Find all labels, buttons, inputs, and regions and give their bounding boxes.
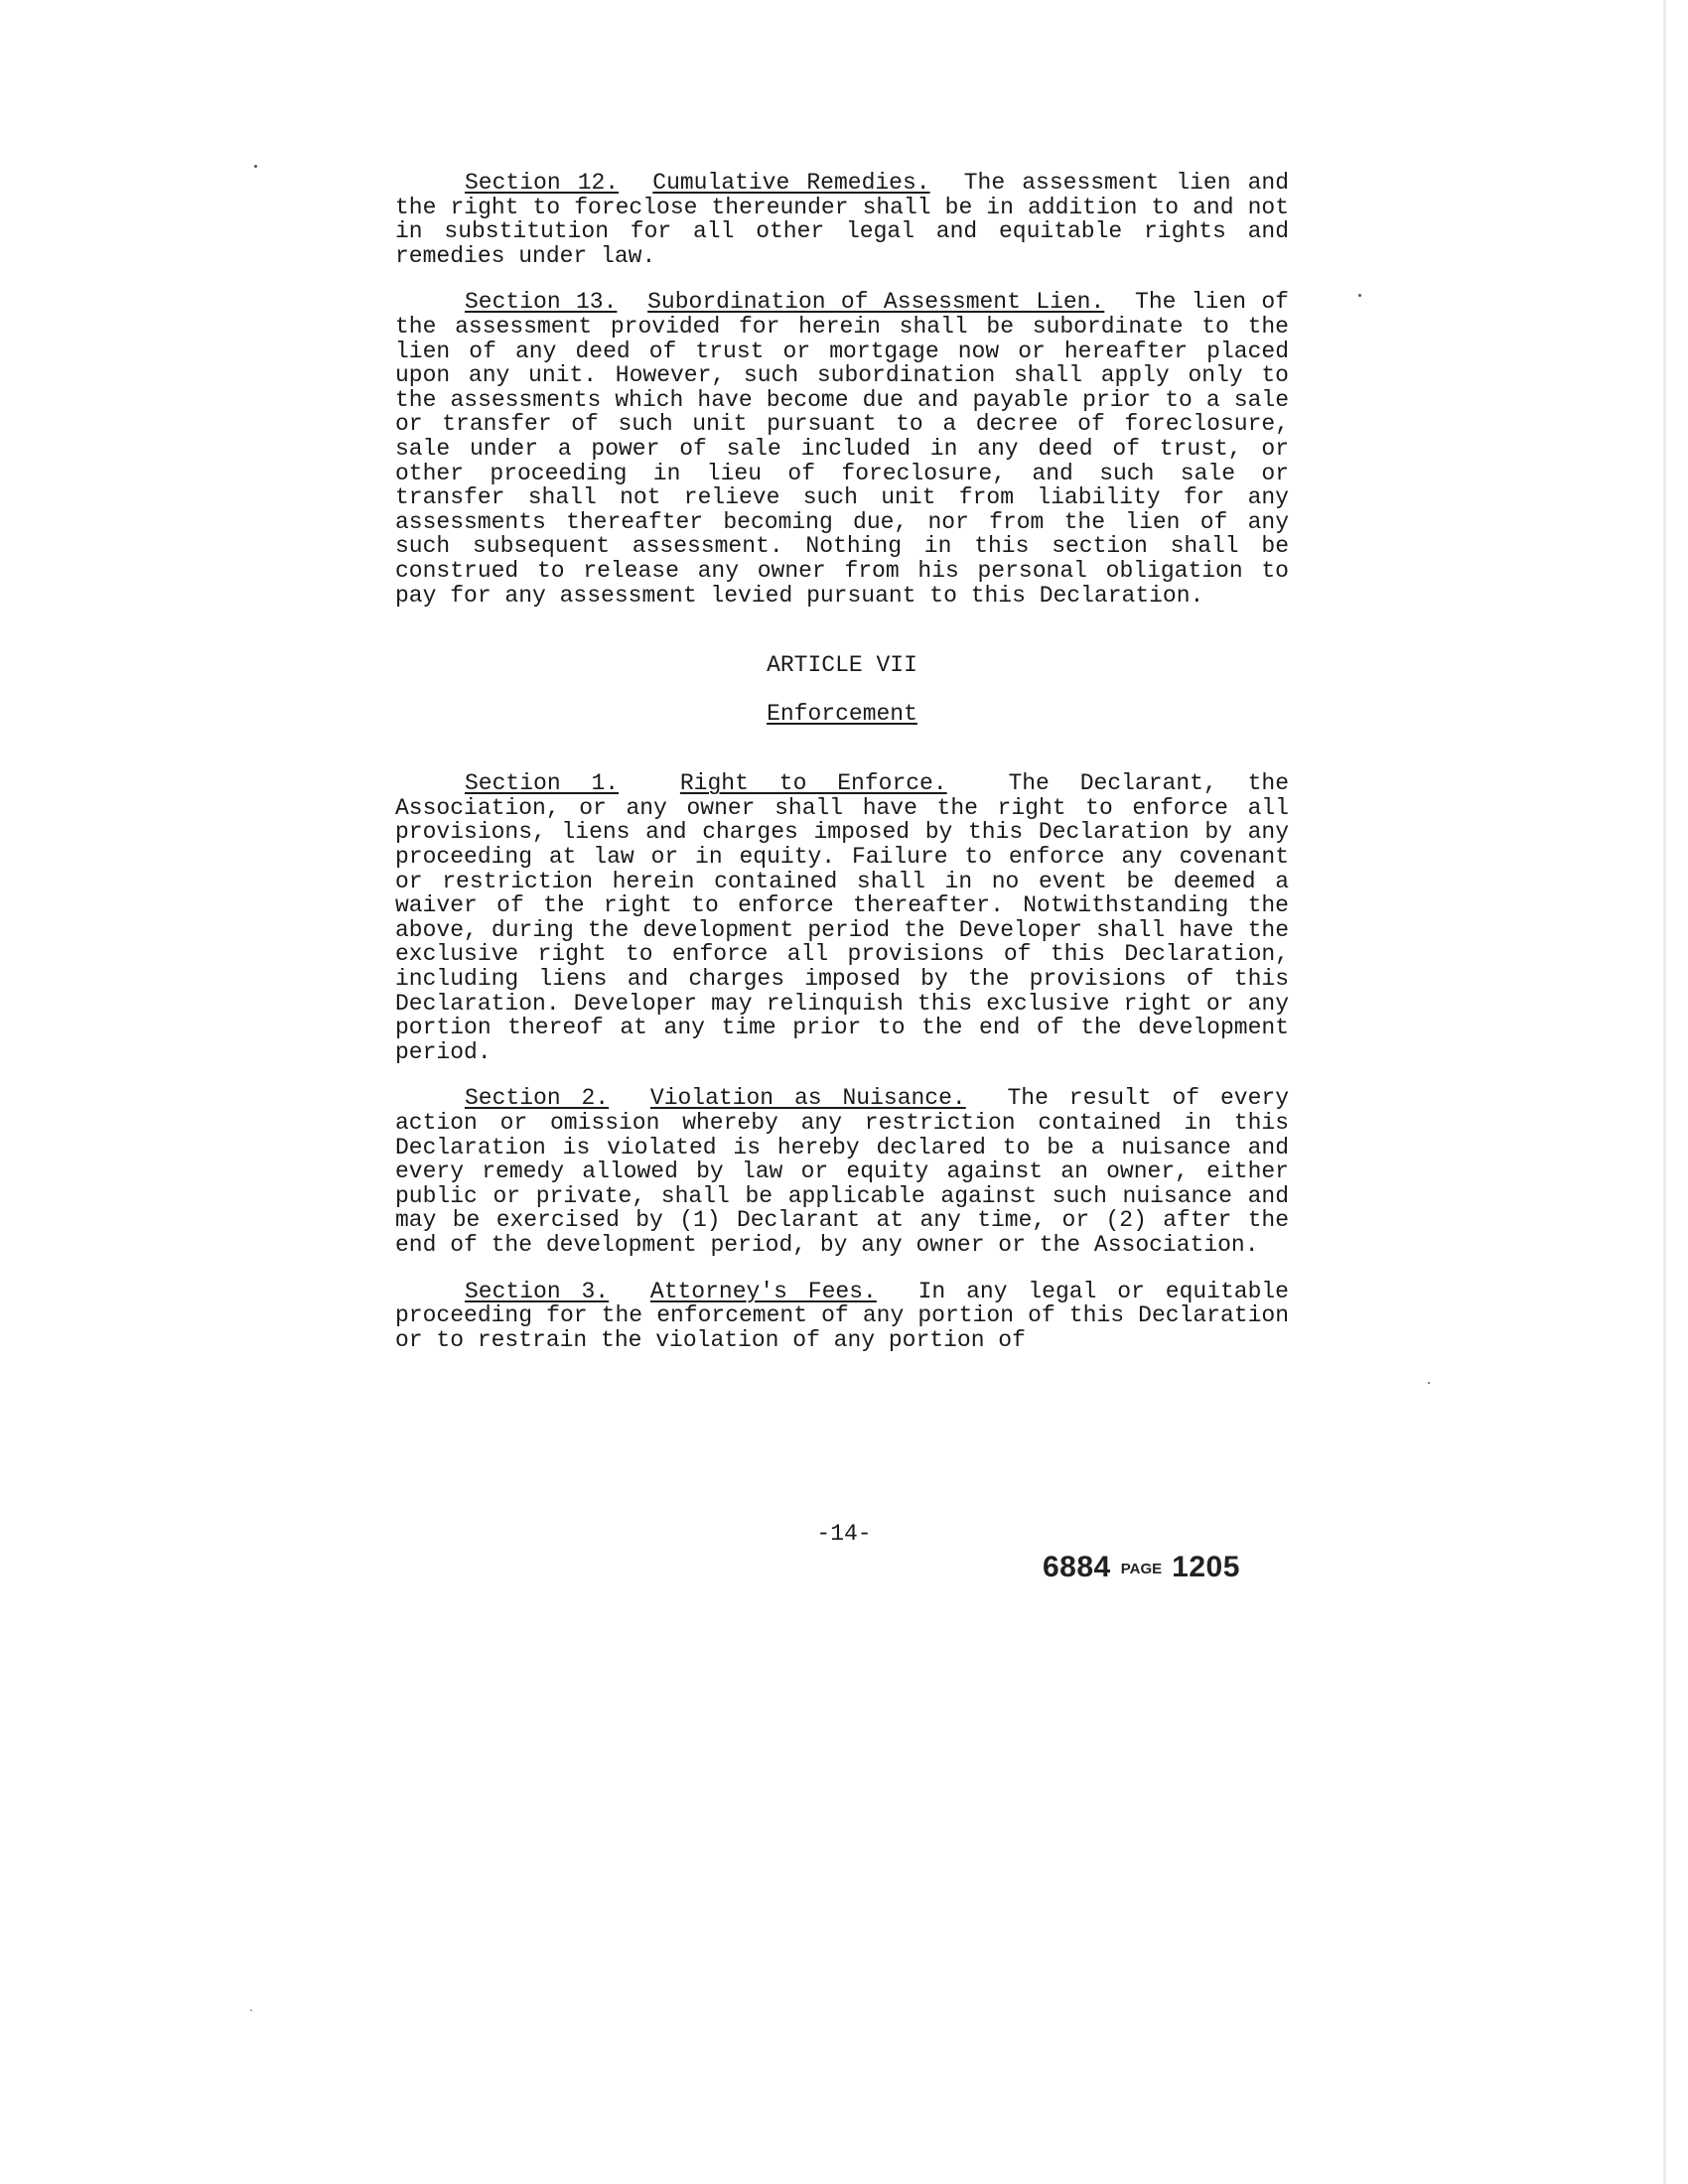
enforcement-section-3-heading: Section 3. xyxy=(465,1278,610,1304)
section-13-heading: Section 13. xyxy=(465,289,618,316)
enforcement-section-1-title: Right to Enforce. xyxy=(679,770,947,797)
page-number: -14- xyxy=(816,1521,872,1547)
enforcement-section-2 xyxy=(395,1086,1289,1257)
recording-page-mark: PAGE xyxy=(1120,1560,1163,1577)
enforcement-section-1-body: The Declarant, the Association, or any owner shall have the right to enforce all provisions, liens and charges imposed by this Declaration by any proceeding at law or in equity. Failure to enforce any covenant or restriction herein contained shall in no event be deemed a waiver of the right to enforce thereafter. Notwithstanding the above, during the development period the Developer shall have the exclusive right to enforce all provisions of this Declaration, including liens and charges imposed by the provisions of this Declaration. Developer may relinquish this exclusive right or any portion thereof at any time prior to the end of the development period. xyxy=(395,770,1290,1065)
recording-page-number: 1205 xyxy=(1172,1551,1240,1583)
section-13-body: The lien of the assessment provided for herein shall be subordinate to the lien of any deed of trust or mortgage now or hereafter placed upon any unit. However, such subordination shall apply only to the assessments which have become due and payable prior to a sale or transfer of such unit pursuant to a decree of foreclosure, sale under a power of sale included in any deed of trust, or other proceeding in lieu of foreclosure, and such sale or transfer shall not relieve such unit from liability for any assessments thereafter becoming due, nor from the lien of any such subsequent assessment. Nothing in this section shall be construed to release any owner from his personal obligation to pay for any assessment levied pursuant to this Declaration. xyxy=(395,289,1289,609)
enforcement-section-2-body: The result of every action or omission whereby any restriction contained in this Declaration is violated is hereby declared to be a nuisance and every remedy allowed by law or equity against an owner, either public or private, shall be applicable against such nuisance and may be exercised by (1) Declarant at any time, or (2) after the end of the development period, by any owner or the Association. xyxy=(395,1085,1289,1258)
scan-speck xyxy=(1358,294,1361,297)
scan-speck xyxy=(250,2009,252,2011)
section-12-body: The assessment lien and the right to foreclose thereunder shall be in addition to and not in substitution for all other legal and equitable rights and remedies under law. xyxy=(395,170,1290,269)
scan-speck xyxy=(1428,1382,1430,1384)
enforcement-section-2-title: Violation as Nuisance. xyxy=(649,1085,966,1112)
enforcement-section-3-body: In any legal or equitable proceeding for the enforcement of any portion of this Declaration or to restrain the violation of any portion of xyxy=(395,1278,1289,1353)
section-13-title: Subordination of Assessment Lien. xyxy=(647,289,1105,316)
section-13-paragraph xyxy=(395,290,1289,608)
enforcement-section-3 xyxy=(395,1280,1289,1353)
enforcement-section-3-title: Attorney's Fees. xyxy=(649,1278,877,1304)
recording-stamp xyxy=(1043,1551,1240,1584)
enforcement-section-2-heading: Section 2. xyxy=(465,1085,610,1112)
section-12-paragraph xyxy=(395,171,1289,268)
enforcement-section-1 xyxy=(395,771,1289,1064)
scan-speck xyxy=(254,165,257,168)
section-12-heading: Section 12. xyxy=(465,170,620,196)
article-title-line xyxy=(395,702,1289,727)
article-title: Enforcement xyxy=(767,700,917,727)
document-body xyxy=(395,171,1289,1352)
article-number: ARTICLE VII xyxy=(767,652,917,679)
recording-book-number: 6884 xyxy=(1043,1551,1111,1583)
scan-edge-shadow xyxy=(1663,0,1666,2184)
section-12-title: Cumulative Remedies. xyxy=(652,170,930,196)
enforcement-section-1-heading: Section 1. xyxy=(465,770,620,797)
